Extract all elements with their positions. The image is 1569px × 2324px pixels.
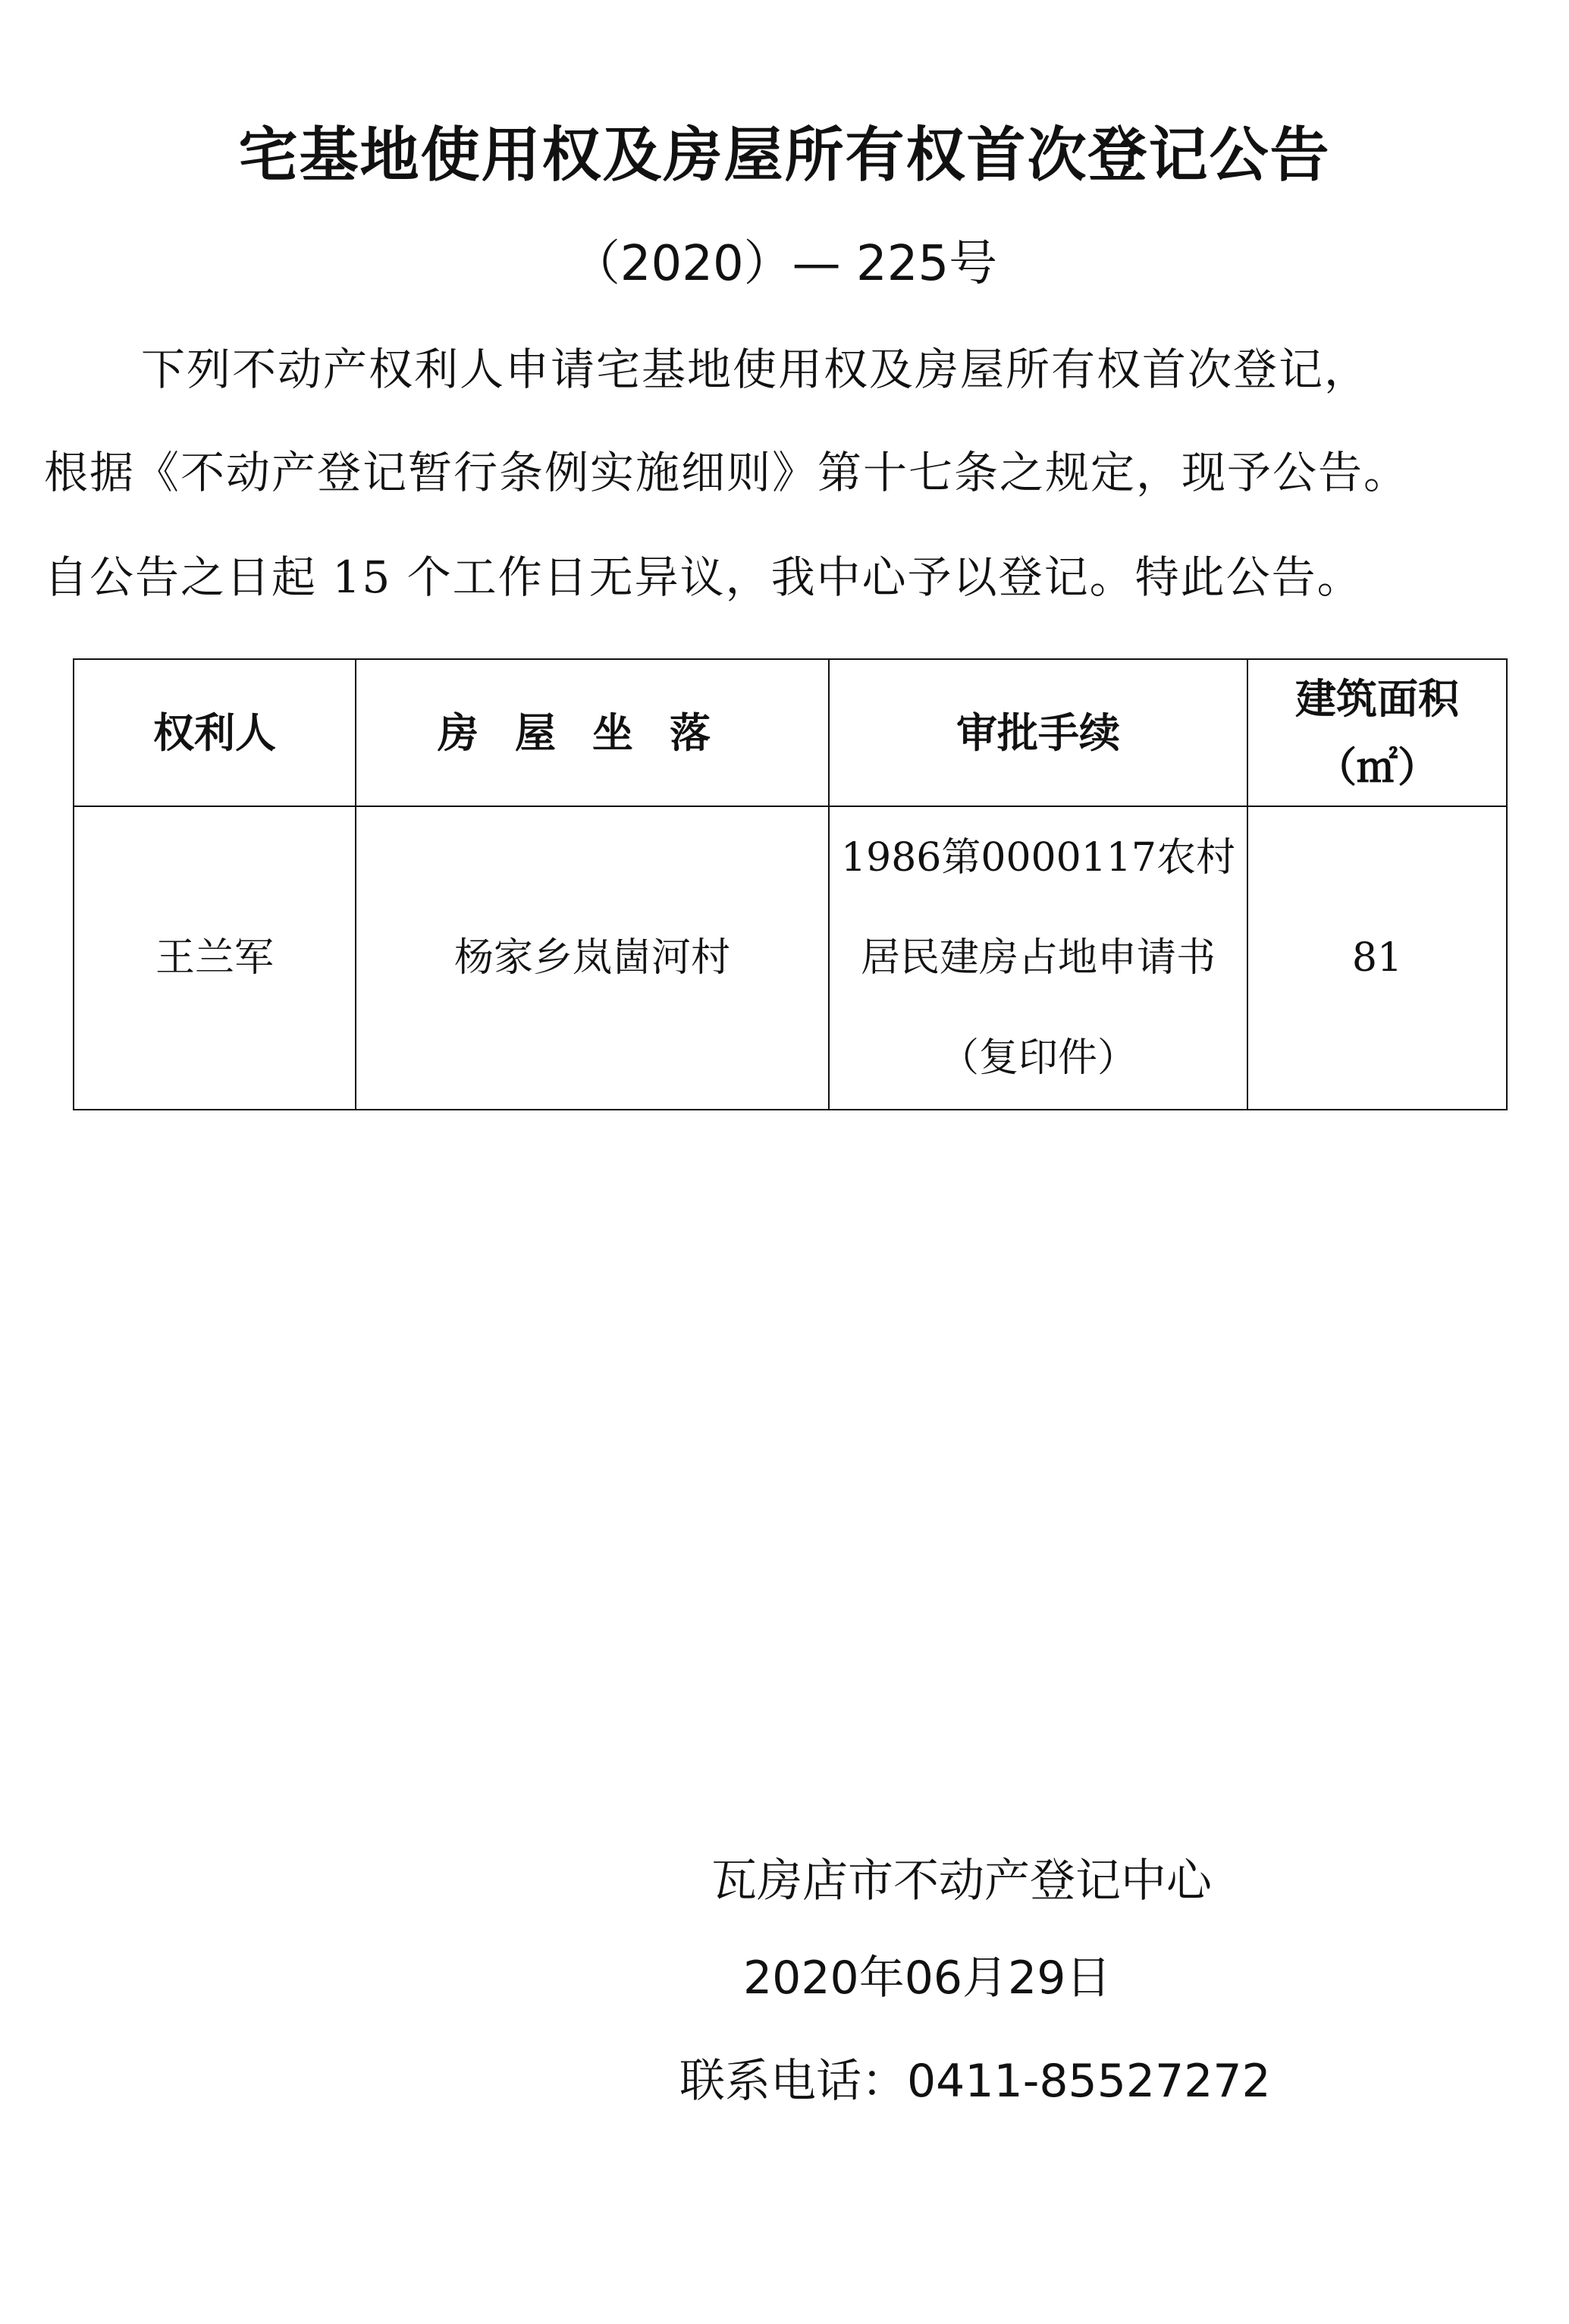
- notice-number: （2020）— 225号: [571, 236, 998, 292]
- cell-area: 81: [1247, 806, 1507, 1110]
- notice-paragraph-line-3: 自公告之日起 15 个工作日无异议，我中心予以登记。特此公告。: [44, 551, 1363, 603]
- notice-paragraph-line-1: 下列不动产权利人申请宅基地使用权及房屋所有权首次登记，: [141, 344, 1370, 395]
- notice-paragraph-line-2: 根据《不动产登记暂行条例实施细则》第十七条之规定，现予公告。: [44, 447, 1410, 498]
- table-row: [74, 806, 1507, 1110]
- contact-phone: 联系电话：0411-85527272: [679, 2055, 1271, 2108]
- header-approval: 审批手续: [829, 659, 1247, 806]
- cell-approval: 1986第0000117农村居民建房占地申请书（复印件）: [829, 806, 1247, 1110]
- header-owner: 权利人: [74, 659, 356, 806]
- issuing-organization: 瓦房店市不动产登记中心: [711, 1854, 1212, 1908]
- cell-owner: 王兰军: [74, 806, 356, 1110]
- table-header-row: [74, 659, 1507, 806]
- issue-date: 2020年06月29日: [743, 1952, 1112, 2005]
- header-location: 房屋坐落: [356, 659, 829, 806]
- notice-title: 宅基地使用权及房屋所有权首次登记公告: [238, 121, 1331, 190]
- registration-table: [73, 658, 1508, 1110]
- header-area: 建筑面积（㎡）: [1247, 659, 1507, 806]
- cell-location: 杨家乡岚崮河村: [356, 806, 829, 1110]
